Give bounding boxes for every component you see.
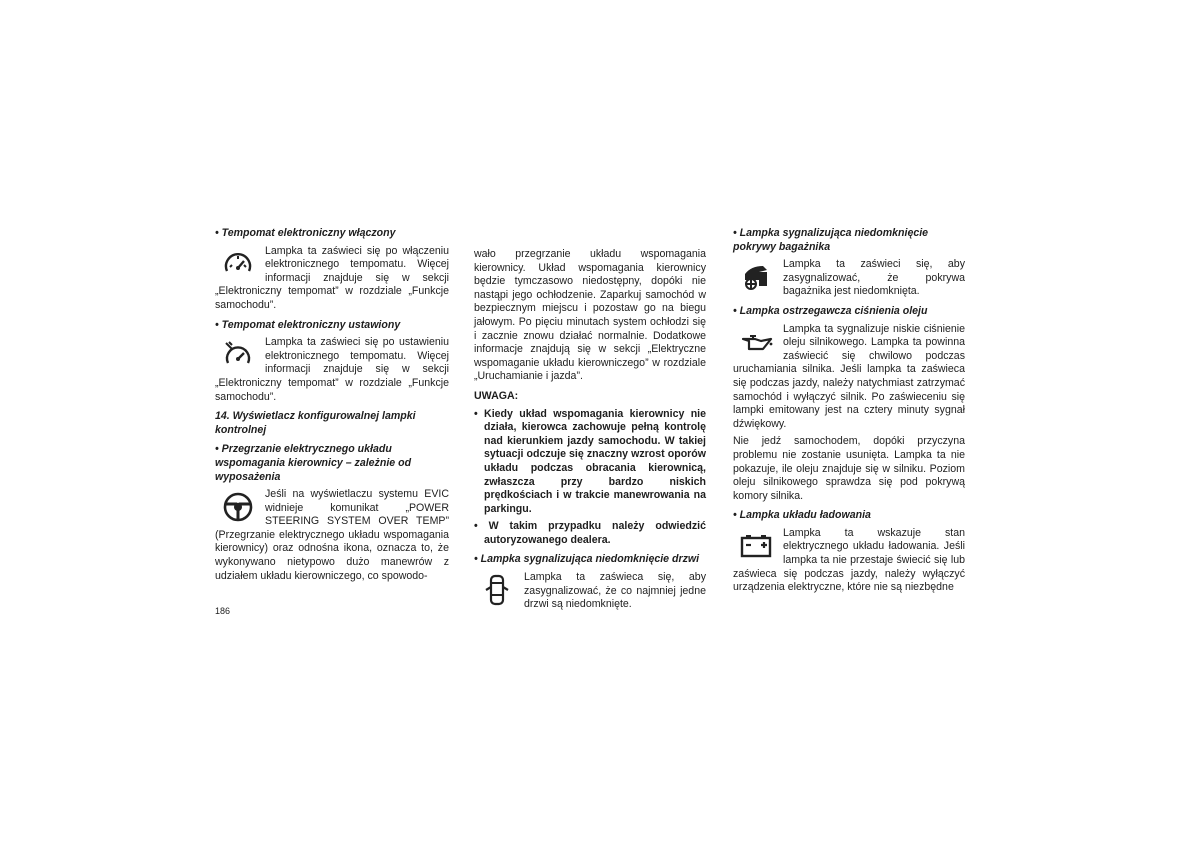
speedometer-icon [217,247,259,283]
entry-cruise-set [215,336,449,404]
door-open-icon [476,573,518,609]
entry-steering-overheat [215,488,449,583]
paragraph-oil-pressure: Lampka ta sygnalizuje niskie ciśnienie oleju silnikowego. Lampka ta powinna zaświecić się chwilowo podczas uruchamiania silnika. Jeśli lampka ta zaświeca się podczas jazdy, należy natychmiast zatrzymać samochód i wyłączyć silnik. Po zaświeceniu się lampki emitowany jest na cztery minuty sygnał dźwiękowy. [733,322,965,430]
svg-text:!: ! [236,495,240,506]
section-title-cruise-set: • Tempomat elektroniczny ustawiony [215,318,401,331]
warning-bullet-steering: • Kiedy układ wspomagania kierownicy nie działa, kierowca zachowuje pełną kontrolę nad kierunkiem jazdy samochodu. W takiej sytuacji odczuje się znaczny wzrost oporów układu podczas obracania kierownicą, zwłaszcza przy bardzo niskich prędkościach i w trakcie manewrowania na parkingu. [474,407,706,515]
section-title-steering-overheat: • Przegrzanie elektrycznego układu wspomagania kierownicy – zależnie od wyposażenia [215,443,412,483]
paragraph-charging: Lampka ta wskazuje stan elektrycznego układu ładowania. Jeśli lampka ta nie przestaje świecić się lub zaświeca się podczas jazdy, należy wyłączyć urządzenia elektryczne, które nie są niezbędne [733,526,965,594]
speedometer-set-icon [217,338,259,374]
paragraph-oil-pressure-more: Nie jedź samochodem, dopóki przyczyna problemu nie zostanie usunięta. Lampka ta nie pokazuje, ile oleju znajduje się w silniku. Poziom oleju silnikowego sprawdza się pod pokrywą komory silnika. [733,435,965,502]
steering-warning-icon [217,490,259,526]
section-title-oil-pressure: • Lampka ostrzegawcza ciśnienia oleju [733,304,928,317]
oil-can-icon [735,325,777,361]
paragraph-cruise-on: Lampka ta zaświeci się po włączeniu elektronicznego tempomatu. Więcej informacji znajduje się w sekcji „Elektroniczny tempomat” w rozdziale „Funkcje samochodu”. [215,244,449,311]
column-right [733,227,965,595]
section-title-door-ajar: • Lampka sygnalizująca niedomknięcie drzwi [474,553,700,566]
column-left [215,227,449,583]
entry-trunk-ajar [733,258,965,299]
entry-cruise-on [215,245,449,313]
section-title-charging: • Lampka układu ładowania [733,509,871,522]
paragraph-steering-continued: wało przegrzanie układu wspomagania kierownicy. Układ wspomagania kierownicy będzie tymczasowo niedostępny, dopóki nie nastąpi jego ochłodzenie. Zaparkuj samochód w bezpiecznym miejscu i pozostaw go na biegu jałowym. Po pięciu minutach system ochłodzi się i zacznie znowu działać normalnie. Dodatkowe informacje znajdują się w sekcji „Elektryczne wspomaganie układu kierowniczego” w rozdziale „Uruchamianie i jazda”. [474,248,706,383]
page-number: 186 [215,606,231,616]
entry-door-ajar [474,571,706,612]
trunk-open-icon [735,260,777,296]
entry-oil-pressure [733,323,965,432]
paragraph-trunk-ajar: Lampka ta zaświeci się, aby zasygnalizować, że pokrywa bagażnika jest niedomknięta. [783,258,965,298]
paragraph-door-ajar: Lampka ta zaświeca się, aby zasygnalizować, że co najmniej jedne drzwi są niedomknięte. [524,571,706,611]
warning-heading: UWAGA: [474,389,519,402]
paragraph-steering-overheat: Jeśli na wyświetlaczu systemu EVIC widnieje komunikat „POWER STEERING SYSTEM OVER TEMP” (Przegrzanie elektrycznego układu wspomagania kierownicy) oraz odnośna ikona, oznacza to, że wykonywano nietypowo dużo manewrów z udziałem układu kierowniczego, co spowodo- [215,488,449,582]
column-middle [474,248,706,612]
section-title-cruise-on: • Tempomat elektroniczny włączony [215,227,396,239]
section-title-configurable-lamp: 14. Wyświetlacz konfigurowalnej lampki kontrolnej [215,410,416,436]
warning-bullet-dealer: • W takim przypadku należy odwiedzić autoryzowanego dealera. [474,520,706,546]
battery-icon [735,529,777,565]
entry-charging [733,527,965,595]
paragraph-cruise-set: Lampka ta zaświeci się po ustawieniu elektronicznego tempomatu. Więcej informacji znajduje się w sekcji „Elektroniczny tempomat” w rozdziale „Funkcje samochodu”. [215,336,449,403]
section-title-trunk-ajar: • Lampka sygnalizująca niedomknięcie pokrywy bagażnika [733,227,929,253]
